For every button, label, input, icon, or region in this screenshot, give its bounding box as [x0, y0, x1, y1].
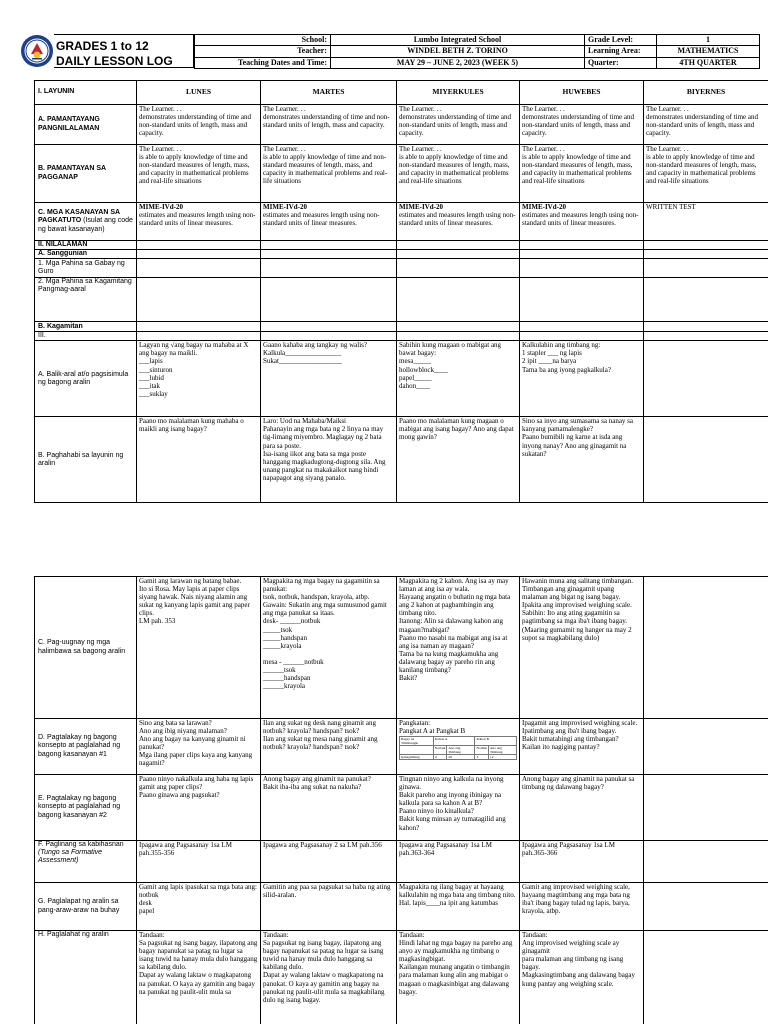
pagtalakay-2-martes: Anong bagay ang ginamit na panukat? Bakit iba-iba ang sukat na nakuha?	[261, 775, 397, 841]
empty-cell	[397, 241, 520, 250]
empty-cell	[520, 322, 644, 332]
competency-code: MIME-IVd-20	[399, 203, 443, 211]
pag-uugnay-martes: Magpakita ng mga bagay na gagamitin sa panukat: tsok, notbuk, handspan, krayola, atbp. Gawain: Sukatin ang mga sumusunod gamit ang mga panukat sa itaas. desk- ______notbuk _____tsok _____handspan _____krayola mesa - ______notbuk ______tsok ______handspan ______krayola	[261, 577, 397, 719]
paglinang-huwebes: Ipagawa ang Pagsasanay 1sa LM pah.365-366	[520, 841, 644, 883]
paglinang-note: (Tungo sa Formative Assessment)	[38, 849, 103, 865]
school-label: School:	[195, 35, 331, 46]
empty-cell	[137, 332, 261, 341]
dates-label: Teaching Dates and Time:	[195, 57, 331, 68]
balik-aral-huwebes: Kalkulahin ang timbang ng: 1 stapler ___ ng lapis 2 ipit ____na barya Tama ba ang iyong pagkalkula?	[520, 341, 644, 417]
cell-c-1	[137, 203, 261, 241]
paglalahat-martes: Tandaan: Sa pagsukat ng isang bagay, ilapatong ang bagay napanukat sa patag na lugar sa isang tuwid na hanay mula dulo hanggang sa kabilang dulo. Dapat ay walang laktaw o magkapatong na panukat. O kaya ay gamitin ang bagay na panukat ng paulit-ulit mula sa magkabilang dulo ng isang bagay.	[261, 931, 397, 1024]
mini-cell: 12	[488, 755, 516, 760]
school-value: Lumbo Integrated School	[331, 35, 585, 46]
empty-cell	[137, 241, 261, 250]
paglalahat-lunes: Tandaan: Sa pagsukat ng isang bagay, ilapatong ang bagay napanukat sa patag na lugar sa isang tuwid na hanay mula dulo hanggang sa kabilang dulo. Dapat ay walang laktaw o magkapatong na panukat. O kaya ay gamitin ang bagay na panukat ng paulit-ulit mula sa	[137, 931, 261, 1024]
competency-text: estimates and measures length using non- standard units of linear measures.	[263, 211, 380, 228]
dates-value: MAY 29 – JUNE 2, 2023 (WEEK 5)	[331, 57, 585, 68]
gabay-ng-guro-label: 1. Mga Pahina sa Gabay ng Guro	[35, 259, 137, 278]
empty-cell	[261, 241, 397, 250]
cell-b-4: The Learner. . . is able to apply knowledge of time and non-standard measures of length, mass, and capacity in mathematical problems and real-life situations	[520, 145, 644, 203]
paglalapat-huwebes: Gamit ang improvised weighing scale, hayaang magtimbang ang mga bata ng iba't ibang bagay tulad ng lapis, barya, krayola, atbp.	[520, 883, 644, 931]
area-value: MATHEMATICS	[657, 46, 760, 57]
header	[20, 34, 760, 68]
mini-cell: Notbuk	[475, 746, 489, 755]
deped-seal-icon	[20, 34, 54, 68]
title-line-2: DAILY LESSON LOG	[56, 54, 173, 68]
day-header-4: HUWEBES	[520, 81, 644, 105]
mini-cell	[400, 746, 434, 755]
empty-cell	[261, 332, 397, 341]
day-header-2: MARTES	[261, 81, 397, 105]
balik-aral-lunes: Lagyan ng √ang bagay na mahaba at X ang bagay na maikli. ___lapis ___sinturon ___lubid ___itak ___suklay	[137, 341, 261, 417]
mini-cell: 20	[447, 755, 475, 760]
kagamitang-pangmag-aaral-label: 2. Mga Pahina sa Kagamitang Pangmag-aaral	[35, 278, 137, 322]
mini-cell: Bagay na Titimbangin	[400, 737, 434, 746]
empty-cell	[644, 322, 768, 332]
empty-cell	[644, 250, 768, 259]
mini-cell: Ano ang Timbang	[447, 746, 475, 755]
quarter-value: 4TH QUARTER	[657, 57, 760, 68]
row-label-pamantayan-sa-pagganap: B. PAMANTAYAN SA PAGGANAP	[35, 145, 137, 203]
pagtalakay-1-miyerkules	[397, 719, 520, 775]
competency-code: MIME-IVd-20	[139, 203, 183, 211]
quarter-label: Quarter:	[585, 57, 657, 68]
kasanayan-title: C. MGA KASANAYAN SA PAGKATUTO	[38, 209, 120, 225]
pagtalakay-1-martes: Ilan ang sukat ng desk nang ginamit ang notbuk? krayola? handspan? tsok? Ilan ang sukat ng mesa nang ginamit ang notbuk? krayola? handspan? tsok?	[261, 719, 397, 775]
empty-cell	[397, 332, 520, 341]
cell-b-1: The Learner. . . is able to apply knowledge of time and non-standard measures of length, mass, and capacity in mathematical problems and real-life situations	[137, 145, 261, 203]
empty-cell	[261, 278, 397, 322]
mini-cell: Notbuk	[433, 746, 447, 755]
mini-cell: 3	[475, 755, 489, 760]
competency-code: MIME-IVd-20	[263, 203, 307, 211]
paglinang-title: F. Paglinang sa kabihasnan	[38, 841, 124, 848]
layunin-heading: I. LAYUNIN	[35, 81, 137, 105]
empty-cell	[520, 241, 644, 250]
pagtalakay-2-miyerkules: Tingnan ninyo ang kalkula na inyong ginawa. Bakit pareho ang inyong ibinigay na kalkula para sa kahon A at B? Paano ninyo ito kinalkula? Bakit kung minsan ay tumatagilid ang kahon?	[397, 775, 520, 841]
teacher-value: WINDEL BETH Z. TORINO	[331, 46, 585, 57]
paghahabi-lunes: Paano mo malalaman kung mahaba o maikli ang isang bagay?	[137, 417, 261, 503]
empty-cell	[644, 841, 768, 883]
cell-b-5: The Learner. . . is able to apply knowledge of time and non-standard measures of length, mass, and capacity in mathematical problems and real-life situations	[644, 145, 768, 203]
cell-c-4	[520, 203, 644, 241]
mini-cell: Kahon A	[433, 737, 475, 746]
row-label-paglinang	[35, 841, 137, 883]
cell-a-3: The Learner. . . demonstrates understanding of time and non-standard units of length, mass and capacity.	[397, 105, 520, 145]
header-info-table	[194, 34, 760, 69]
row-label-pagtalakay-1: D. Pagtalakay ng bagong konsepto at paglalahad ng bagong kasanayan #1	[35, 719, 137, 775]
empty-cell	[520, 259, 644, 278]
pag-uugnay-lunes: Gamit ang larawan ng batang babae. Ito si Rosa. May lapis at paper clips siyang hawak. Nais niyang alamin ang sukat ng kanyang lapis gamit ang paper clips. LM pah. 353	[137, 577, 261, 719]
empty-cell	[397, 259, 520, 278]
empty-cell	[137, 250, 261, 259]
paghahabi-martes: Laro: Uod na Mahaba/Maiksi Pahanayin ang mga bata ng 2 linya na may tig-limang miyembro. Maglagay ng 2 bata para sa poste. Isa-isang iikot ang bata sa mga poste hanggang magkadugtong-dugtong sila. Ang unang pangkat na makakaikot nang hindi napapagot ang siyang panalo.	[261, 417, 397, 503]
empty-cell	[644, 241, 768, 250]
day-header-3: MIYERKULES	[397, 81, 520, 105]
grade-label: Grade Level:	[585, 35, 657, 46]
cell-a-4: The Learner. . . demonstrates understanding of time and non-standard units of length, mass and capacity.	[520, 105, 644, 145]
paglalahat-miyerkules: Tandaan: Hindi lahat ng mga bagay na pareho ang anyo ay magkamukha ng timbang o magkasingbigat. Kailangan munang angatin o timbangin para malaman kung alin ang mabigat o magaan o magkasinbigat ang dalawang bagay.	[397, 931, 520, 1024]
row-label-paghahabi: B. Paghahabi sa layunin ng aralin	[35, 417, 137, 503]
empty-cell	[261, 250, 397, 259]
empty-cell	[261, 322, 397, 332]
lesson-table-top	[34, 80, 768, 503]
empty-cell	[137, 322, 261, 332]
cell-a-1: The Learner. . . demonstrates understanding of time and non-standard units of length, mass and capacity.	[137, 105, 261, 145]
mini-cell: Ano ang Timbang	[488, 746, 516, 755]
empty-cell	[644, 417, 768, 503]
row-label-pamantayang-pangnilalaman: A. PAMANTAYANG PANGNILALAMAN	[35, 105, 137, 145]
empty-cell	[397, 278, 520, 322]
nilalaman-heading: II. NILALAMAN	[35, 241, 137, 250]
paglinang-martes: Ipagawa ang Pagsasanay 2 sa LM pah.356	[261, 841, 397, 883]
empty-cell	[520, 278, 644, 322]
empty-cell	[644, 577, 768, 719]
lesson-table-bottom	[34, 576, 768, 1024]
empty-cell	[520, 332, 644, 341]
paglalapat-martes: Gamitin ang paa sa pagsukat sa haba ng ating silid-aralan.	[261, 883, 397, 931]
paglalapat-lunes: Gamit ang lapis ipasukat sa mga bata ang: notbuk desk papel	[137, 883, 261, 931]
paghahabi-huwebes: Sino sa inyo ang sumasama sa nanay sa kanyang pamamalengke? Paano bumibili ng karne at isda ang inyong nanay? Ano ang ginagamit na sukatan?	[520, 417, 644, 503]
cell-c-3	[397, 203, 520, 241]
competency-text: estimates and measures length using non- standard units of linear measures.	[139, 211, 256, 228]
empty-cell	[397, 250, 520, 259]
empty-cell	[644, 719, 768, 775]
section-iii-heading: III.	[35, 332, 137, 341]
paglalahat-huwebes: Tandaan: Ang improvised weighing scale ay ginagamit para malaman ang timbang ng isang bagay. Magkasingtimbang ang dalawang bagay kung pantay ang weighing scale.	[520, 931, 644, 1024]
empty-cell	[644, 278, 768, 322]
mini-cell: 4	[433, 755, 447, 760]
row-label-pagtalakay-2: E. Pagtalakay ng bagong konsepto at paglalahad ng bagong kasanayan #2	[35, 775, 137, 841]
row-label-paglalapat: G. Paglalapat ng aralin sa pang-araw-araw na buhay	[35, 883, 137, 931]
paglinang-lunes: Ipagawa ang Pagsasanay 1sa LM pah.355-356	[137, 841, 261, 883]
kasanayan-note: (Isulat ang code ng bawat kasanayan)	[38, 217, 133, 233]
empty-cell	[520, 250, 644, 259]
balik-aral-miyerkules: Sabihin kung magaan o mabigat ang bawat bagay: mesa_____ hollowblock____ papel_____ dahon____	[397, 341, 520, 417]
balik-aral-martes: Gaano kahaba ang tangkay ng walis? Kalkula________________ Sukat__________________	[261, 341, 397, 417]
pagtalakay-2-lunes: Paano ninyo nakalkula ang haba ng lapis gamit ang paper clips? Paano ginawa ang pagsukat?	[137, 775, 261, 841]
competency-text: estimates and measures length using non- standard units of linear measures.	[522, 211, 639, 228]
cell-b-3: The Learner. . . is able to apply knowledge of time and non-standard measures of length, mass, and capacity in mathematical problems and real-life situations	[397, 145, 520, 203]
cell-a-5: The Learner. . . demonstrates understanding of time and non-standard units of length, mass and capacity.	[644, 105, 768, 145]
day-header-1: LUNES	[137, 81, 261, 105]
pag-uugnay-miyerkules: Magpakita ng 2 kahon. Ang isa ay may laman at ang isa ay wala. Hayaang angatin o buhatin ng mga bata ang 2 kahon at pagbambingin ang timbang nito. Itanong: Alin sa dalawang kahon ang magaan?mabigat? Paano mo nasabi na mabigat ang isa at ang isa naman ay magaan? Tama ba na kung magkamukha ang dalawang bagay ay pareho rin ang kanilang timbang? Bakit?	[397, 577, 520, 719]
cell-a-2: The Learner. . . demonstrates understanding of time and non-standard units of length, mass and capacity.	[261, 105, 397, 145]
empty-cell	[137, 278, 261, 322]
competency-text: estimates and measures length using non- standard units of linear measures.	[399, 211, 516, 228]
empty-cell	[397, 322, 520, 332]
area-label: Learning Area:	[585, 46, 657, 57]
row-label-kasanayan	[35, 203, 137, 241]
empty-cell	[644, 775, 768, 841]
teacher-label: Teacher:	[195, 46, 331, 57]
mini-cell: Kahon B	[475, 737, 517, 746]
kagamitan-heading: B. Kagamitan	[35, 322, 137, 332]
title-line-1: GRADES 1 to 12	[56, 39, 149, 53]
row-label-pag-uugnay: C. Pag-uugnay ng mga halimbawa sa bagong aralin	[35, 577, 137, 719]
paglinang-miyerkules: Ipagawa ang Pagsasanay 1sa LM pah.363-364	[397, 841, 520, 883]
cell-c-2	[261, 203, 397, 241]
empty-cell	[644, 332, 768, 341]
empty-cell	[644, 931, 768, 1024]
pagtalakay-2-huwebes: Anong bagay ang ginamit na panukat sa timbang ng dalawang bagay?	[520, 775, 644, 841]
paglalapat-miyerkules: Magpakita ng ilang bagay at hayaang kalkulahin ng mga bata ang timbang nito. Hal. lapis____na ipit ang katumbas	[397, 883, 520, 931]
paghahabi-miyerkules: Paano mo malalaman kung magaan o mabigat ang isang bagay? Ano ang dapat mong gawin?	[397, 417, 520, 503]
day-header-5: BIYERNES	[644, 81, 768, 105]
sanggunian-heading: A. Sanggunian	[35, 250, 137, 259]
row-label-balik-aral: A. Balik-aral at/o pagsisimula ng bagong aralin	[35, 341, 137, 417]
cell-c-5: WRITTEN TEST	[644, 203, 768, 241]
empty-cell	[644, 341, 768, 417]
competency-code: MIME-IVd-20	[522, 203, 566, 211]
empty-cell	[644, 259, 768, 278]
empty-cell	[261, 259, 397, 278]
grade-value: 1	[657, 35, 760, 46]
weighing-mini-table	[399, 736, 517, 760]
row-label-paglalahat: H. Paglalahat ng aralin	[35, 931, 137, 1024]
pangkatan-text: Pangkatan: Pangkat A at Pangkat B	[399, 719, 466, 736]
pag-uugnay-huwebes: Hawanin muna ang salitang timbangan. Timbangan ang ginagamit upang malaman ang bigat ng isang bagay. Ipakita ang improvised weighing scale. Sabihin: Ito ang ating gagamitin sa pagtimbang sa mga iba't ibang bagay. (Maaring gumamit ng hanger na may 2 supot sa magkabilang dulo)	[520, 577, 644, 719]
pagtalakay-1-huwebes: Ipagamit ang improvised weighing scale. Ipatimbang ang iba't ibang bagay. Bakit tumatabingi ang timbangan? Kailan ito nagiging pantay?	[520, 719, 644, 775]
mini-cell: Ipinagtimbag	[400, 755, 434, 760]
empty-cell	[137, 259, 261, 278]
cell-b-2: The Learner. . . is able to apply knowledge of time and non-standard measures of length, mass, and capacity in mathematical problems and real-life situations	[261, 145, 397, 203]
empty-cell	[644, 883, 768, 931]
log-title	[54, 34, 194, 68]
pagtalakay-1-lunes: Sino ang bata sa larawan? Ano ang ibig niyang malaman? Ano ang bagay na kanyang ginamit ni panukat? Mga ilang paper clips kaya ang kanyang nagamit?	[137, 719, 261, 775]
